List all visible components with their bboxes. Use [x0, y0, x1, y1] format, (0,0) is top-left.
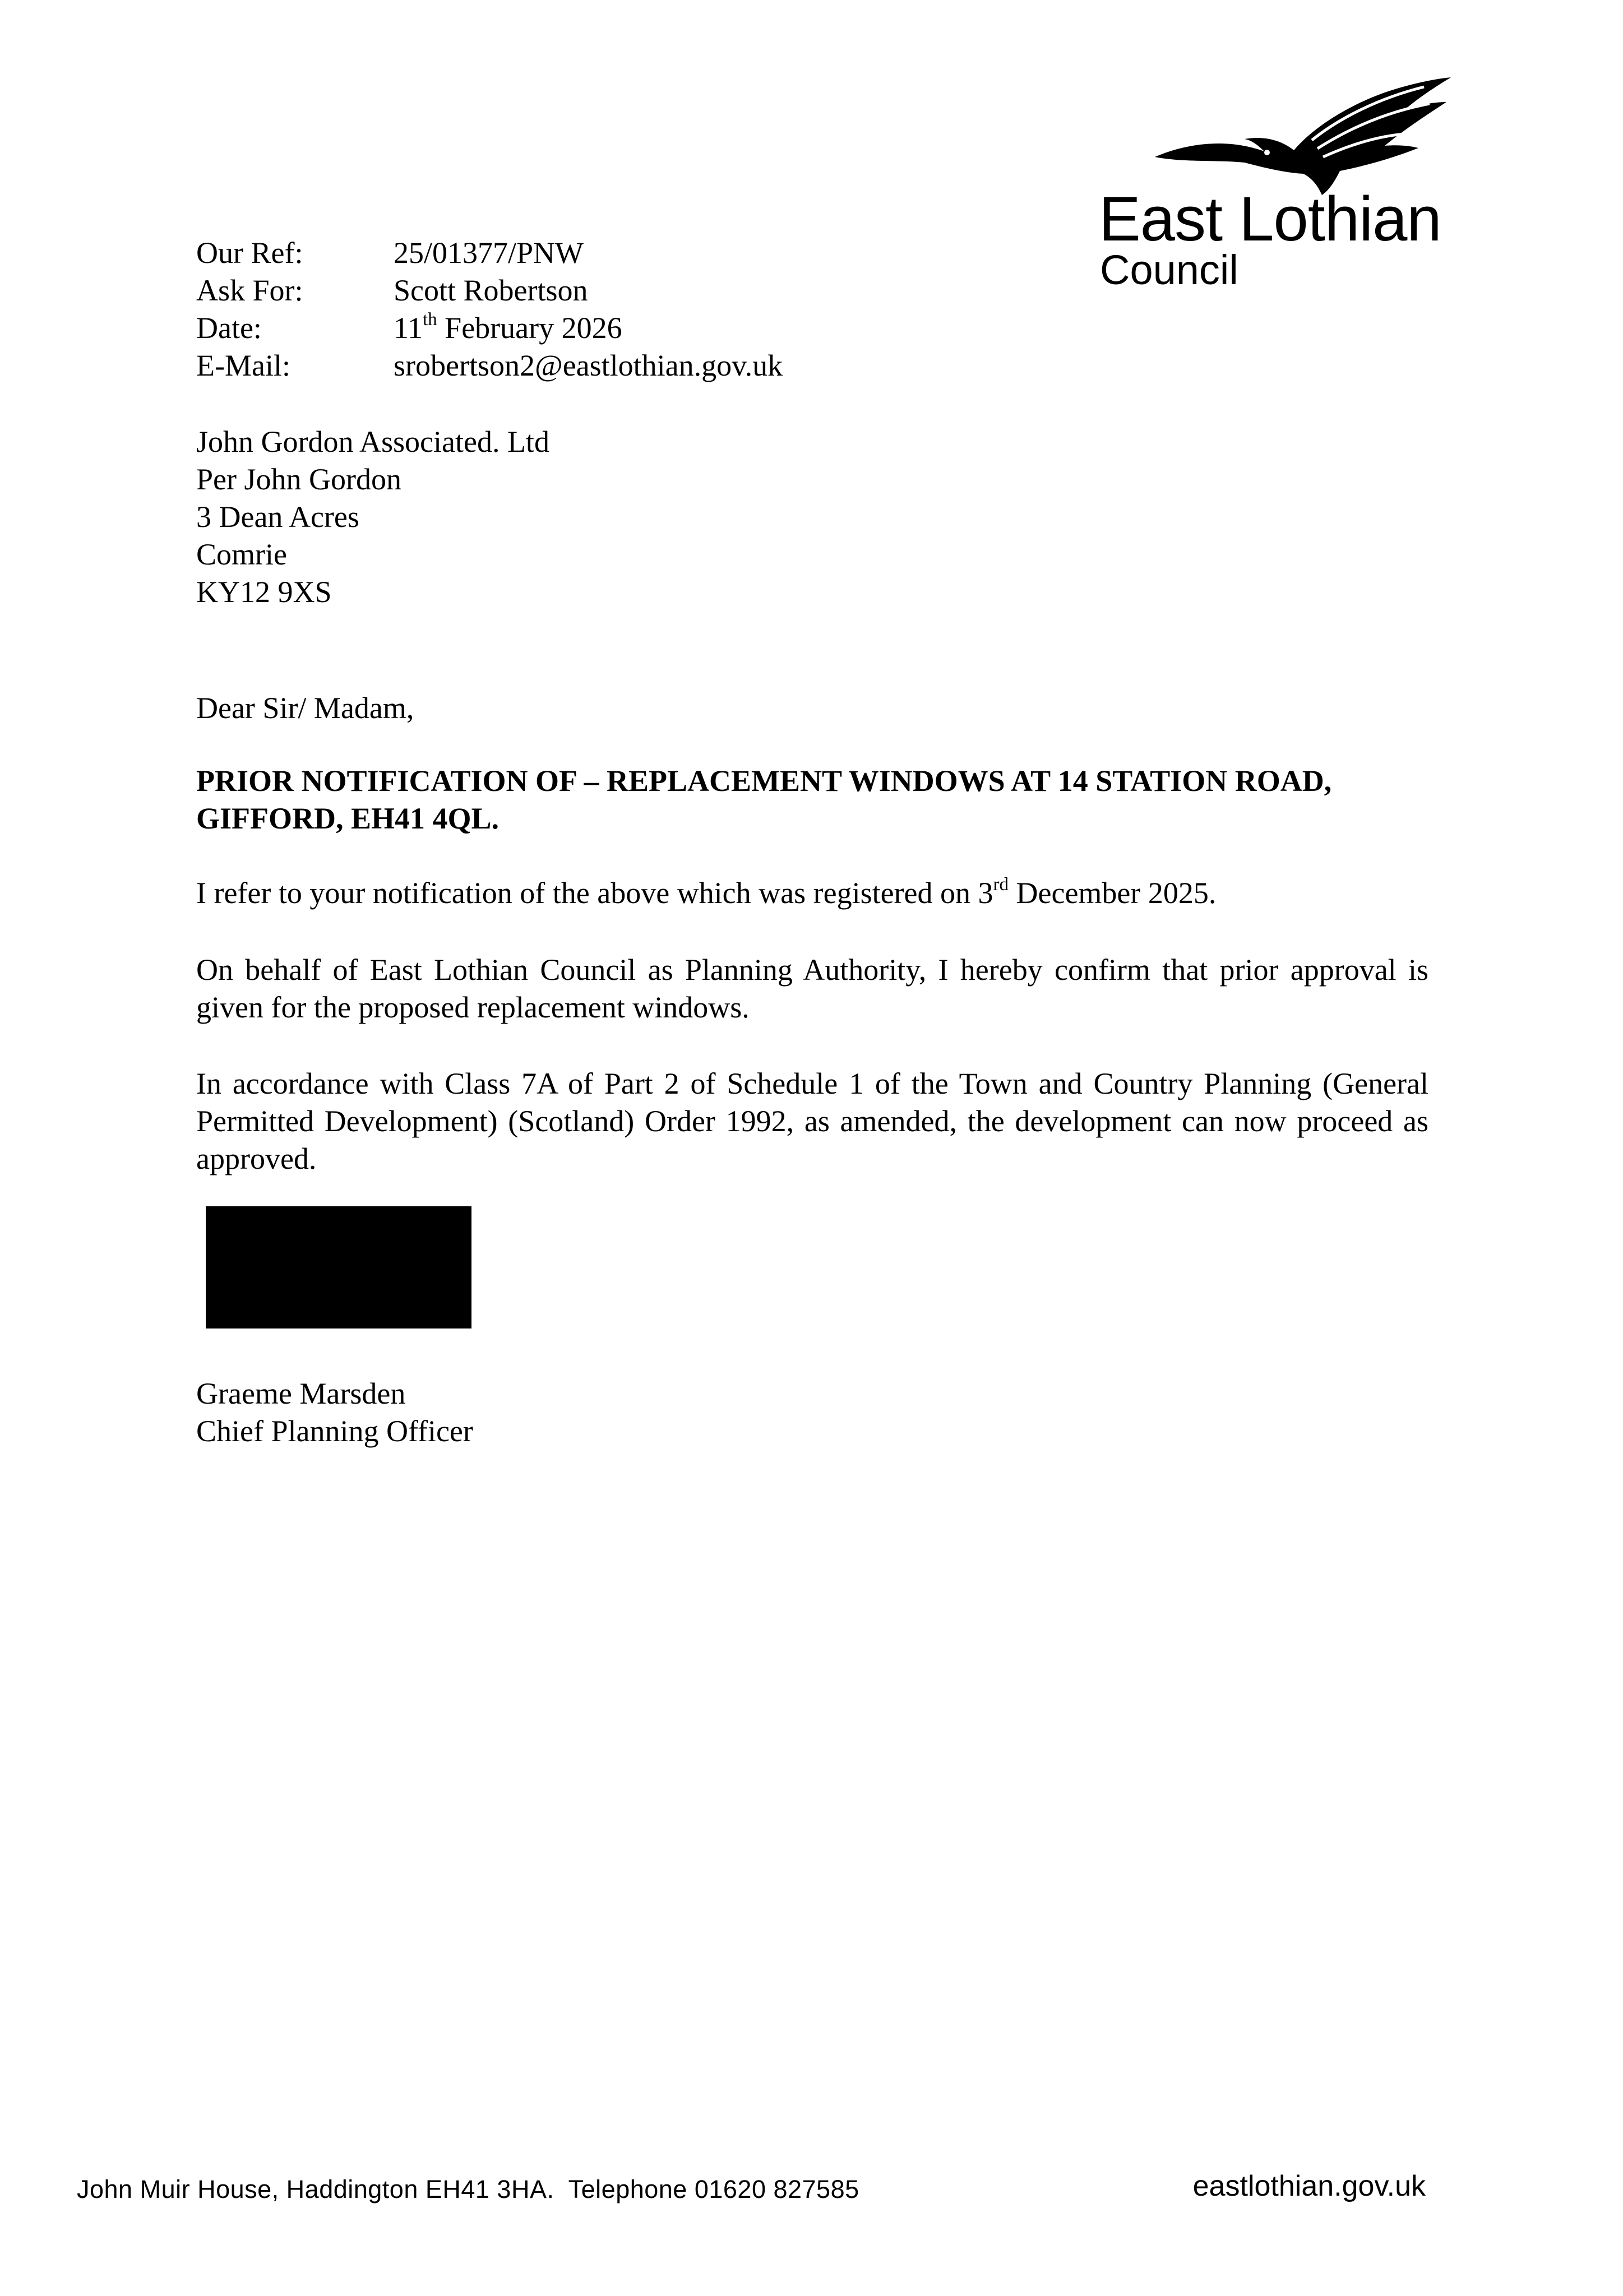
footer-address-text: John Muir House, Haddington EH41 3HA. Telephone 01620 827585: [77, 2175, 859, 2204]
subject-heading: [196, 762, 1430, 837]
subject-line: GIFFORD, EH41 4QL.: [196, 802, 500, 835]
ref-value-date: [394, 309, 622, 347]
date-day: 11: [394, 311, 423, 345]
ref-value: 25/01377/PNW: [394, 236, 584, 270]
address-line: 3 Dean Acres: [196, 500, 359, 534]
ref-label: Our Ref:: [196, 236, 303, 270]
redacted-signature: [206, 1206, 471, 1328]
signatory-title: Chief Planning Officer: [196, 1414, 473, 1448]
subject-line: PRIOR NOTIFICATION OF – REPLACEMENT WINDOWS AT 14 STATION ROAD,: [196, 764, 1332, 798]
footer-website-link[interactable]: eastlothian.gov.uk: [1192, 2170, 1426, 2202]
signatory-block: [196, 1375, 473, 1450]
footer-address: [77, 2175, 859, 2204]
address-line: John Gordon Associated. Ltd: [196, 425, 549, 459]
salutation: Dear Sir/ Madam,: [196, 691, 414, 725]
logo-title: East Lothian: [1099, 184, 1441, 254]
logo-subtitle: Council: [1100, 247, 1238, 293]
paragraph-approval: On behalf of East Lothian Council as Planning Authority, I hereby confirm that prior approval is given for the proposed replacement windows.: [196, 953, 1428, 1024]
address-line: Comrie: [196, 538, 287, 571]
ref-row-ask-for: [196, 272, 783, 309]
recipient-address: [196, 423, 549, 611]
paragraph-text: December 2025.: [1009, 876, 1217, 910]
ref-label: E-Mail:: [196, 349, 290, 382]
council-logo: [1099, 73, 1514, 297]
signatory-name: Graeme Marsden: [196, 1377, 406, 1410]
paragraph-text: I refer to your notification of the above which was registered on 3: [196, 876, 993, 910]
address-line: Per John Gordon: [196, 462, 401, 496]
ref-value-email[interactable]: srobertson2@eastlothian.gov.uk: [394, 349, 783, 382]
paragraph-legal-basis: In accordance with Class 7A of Part 2 of Schedule 1 of the Town and Country Planning (General Permitted Development) (Scotland) Order 1992, as amended, the development can now proceed as approved.: [196, 1067, 1428, 1175]
ref-row-date: [196, 309, 783, 347]
ref-row-email: [196, 347, 783, 385]
paragraph-registration: [196, 874, 1428, 912]
eagle-emblem-icon: [1144, 73, 1458, 196]
ref-label: Ask For:: [196, 274, 303, 307]
ordinal-suffix: rd: [993, 874, 1009, 895]
date-ordinal: th: [423, 309, 437, 330]
date-rest: February 2026: [437, 311, 622, 345]
address-line: KY12 9XS: [196, 575, 332, 609]
reference-block: [196, 234, 783, 385]
ref-row-our-ref: [196, 234, 783, 272]
ref-label: Date:: [196, 311, 262, 345]
ref-value: Scott Robertson: [394, 274, 588, 307]
